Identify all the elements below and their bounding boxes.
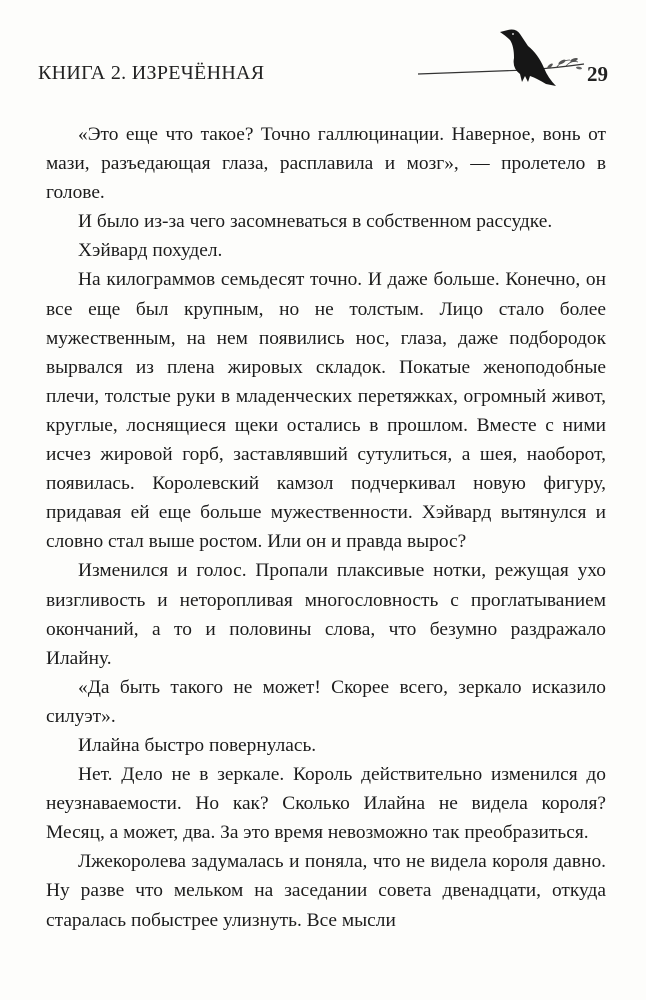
paragraph: Хэйвард похудел. [78, 240, 223, 262]
running-head: КНИГА 2. ИЗРЕЧЁННАЯ [38, 62, 265, 84]
paragraph: «Да быть такого не может! Скорее всего, зеркало исказило силуэт». [46, 676, 606, 727]
raven-on-branch-icon [416, 24, 586, 94]
paragraph: Нет. Дело не в зеркале. Король действительно изменился до неузнаваемости. Но как? Сколько Илайна не видела короля? Месяц, а может, два. За это время невозможно так преобразиться. [46, 764, 606, 844]
paragraph: На килограммов семьдесят точно. И даже больше. Конечно, он все еще был крупным, но не толстым. Лицо стало более мужественным, на нем появились нос, глаза, даже подбородок вырвался из плена жировых складок. Покатые женоподобные плечи, толстые руки в младенческих перетяжках, огромный живот, круглые, лоснящиеся щеки остались в прошлом. Вместе с ними исчез жировой горб, заставлявший сутулиться, а шея, наоборот, появилась. Королевский камзол подчеркивал новую фигуру, придавая ей еще больше мужественности. Хэйвард вытянулся и словно стал выше ростом. Или он и правда вырос? [46, 269, 606, 553]
paragraph: И было из-за чего засомневаться в собственном рассудке. [78, 211, 553, 233]
paragraph: Изменился и голос. Пропали плаксивые нотки, режущая ухо визгливость и неторопливая многословность с проглатыванием окончаний, а то и половины слова, что безумно раздражало Илайну. [46, 560, 606, 669]
page-header [38, 54, 608, 98]
page-number: 29 [587, 62, 608, 86]
body-text [46, 120, 606, 935]
paragraph: Илайна быстро повернулась. [78, 734, 317, 756]
paragraph: Лжекоролева задумалась и поняла, что не видела короля давно. Ну разве что мельком на заседании совета двенадцати, откуда старалась побыстрее улизнуть. Все мысли [46, 851, 606, 931]
paragraph: «Это еще что такое? Точно галлюцинации. Наверное, вонь от мази, разъедающая глаза, расплавила и мозг», — пролетело в голове. [46, 124, 606, 204]
